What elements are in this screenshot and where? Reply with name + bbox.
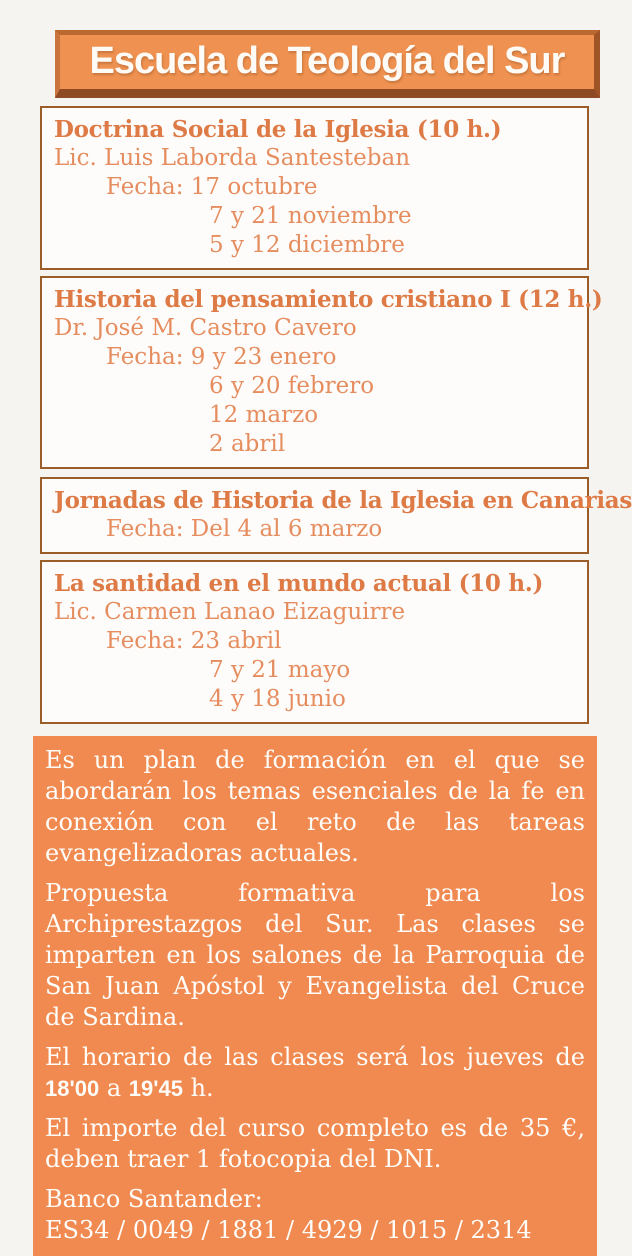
course-box-jornadas [40, 477, 632, 554]
fecha-label: Fecha: [106, 516, 184, 542]
course-date: 5 y 12 diciembre [209, 232, 405, 258]
course-box-santidad [40, 560, 589, 724]
course-date: Del 4 al 6 marzo [190, 516, 383, 542]
fecha-label: Fecha: [106, 344, 184, 370]
course-date: 7 y 21 mayo [209, 657, 351, 683]
course-date: 9 y 23 enero [190, 344, 337, 370]
course-title: Doctrina Social de la Iglesia (10 h.) [54, 116, 502, 143]
bank-name: Banco Santander: [45, 1185, 263, 1213]
fecha-label: Fecha: [106, 628, 184, 654]
course-title: Jornadas de Historia de la Iglesia en Canarias [54, 487, 632, 514]
course-title: Historia del pensamiento cristiano I (12 h.) [54, 286, 603, 313]
page-title: Escuela de Teología del Sur [89, 40, 565, 82]
course-fecha-line [54, 173, 577, 202]
info-paragraph-propuesta: Propuesta formativa para los Archiprestazgos del Sur. Las clases se imparten en los salones de la Parroquia de San Juan Apóstol y Evangelista del Cruce de Sardina. [45, 879, 585, 1031]
course-date: 23 abril [190, 628, 282, 654]
course-date: 12 marzo [209, 402, 319, 428]
bank-details [45, 1184, 585, 1246]
schedule-suffix: h. [182, 1074, 214, 1102]
info-paragraph-horario [45, 1042, 585, 1104]
course-date: 17 octubre [190, 174, 318, 200]
bank-account: ES34 / 0049 / 1881 / 4929 / 1015 / 2314 [45, 1216, 532, 1244]
course-date: 4 y 18 junio [209, 686, 346, 712]
course-fecha-line [54, 343, 577, 372]
course-fecha-line [54, 515, 577, 544]
course-date: 6 y 20 febrero [209, 373, 375, 399]
course-date: 7 y 21 noviembre [209, 203, 412, 229]
info-paragraph-plan: Es un plan de formación en el que se abordarán los temas esenciales de la fe en conexión con el reto de las tareas evangelizadoras actuales. [45, 746, 585, 867]
schedule-prefix: El horario de las clases será los jueves de [45, 1043, 585, 1071]
course-fecha-line [54, 627, 577, 656]
info-paragraph-importe: El importe del curso completo es de 35 €, deben traer 1 fotocopia del DNI. [45, 1114, 585, 1173]
flyer-page [0, 30, 632, 1244]
schedule-mid: a [99, 1074, 129, 1102]
course-box-doctrina-social [40, 106, 589, 270]
course-box-historia-pensamiento [40, 276, 603, 469]
course-title: La santidad en el mundo actual (10 h.) [54, 570, 544, 597]
schedule-time-start: 18'00 [45, 1076, 100, 1101]
header-banner [55, 30, 600, 98]
course-lecturer: Lic. Luis Laborda Santesteban [54, 145, 411, 171]
schedule-time-end: 19'45 [128, 1076, 183, 1101]
info-block [33, 736, 597, 1256]
course-date: 2 abril [209, 431, 286, 457]
fecha-label: Fecha: [106, 174, 184, 200]
course-lecturer: Lic. Carmen Lanao Eizaguirre [54, 599, 406, 625]
course-lecturer: Dr. José M. Castro Cavero [54, 315, 357, 341]
